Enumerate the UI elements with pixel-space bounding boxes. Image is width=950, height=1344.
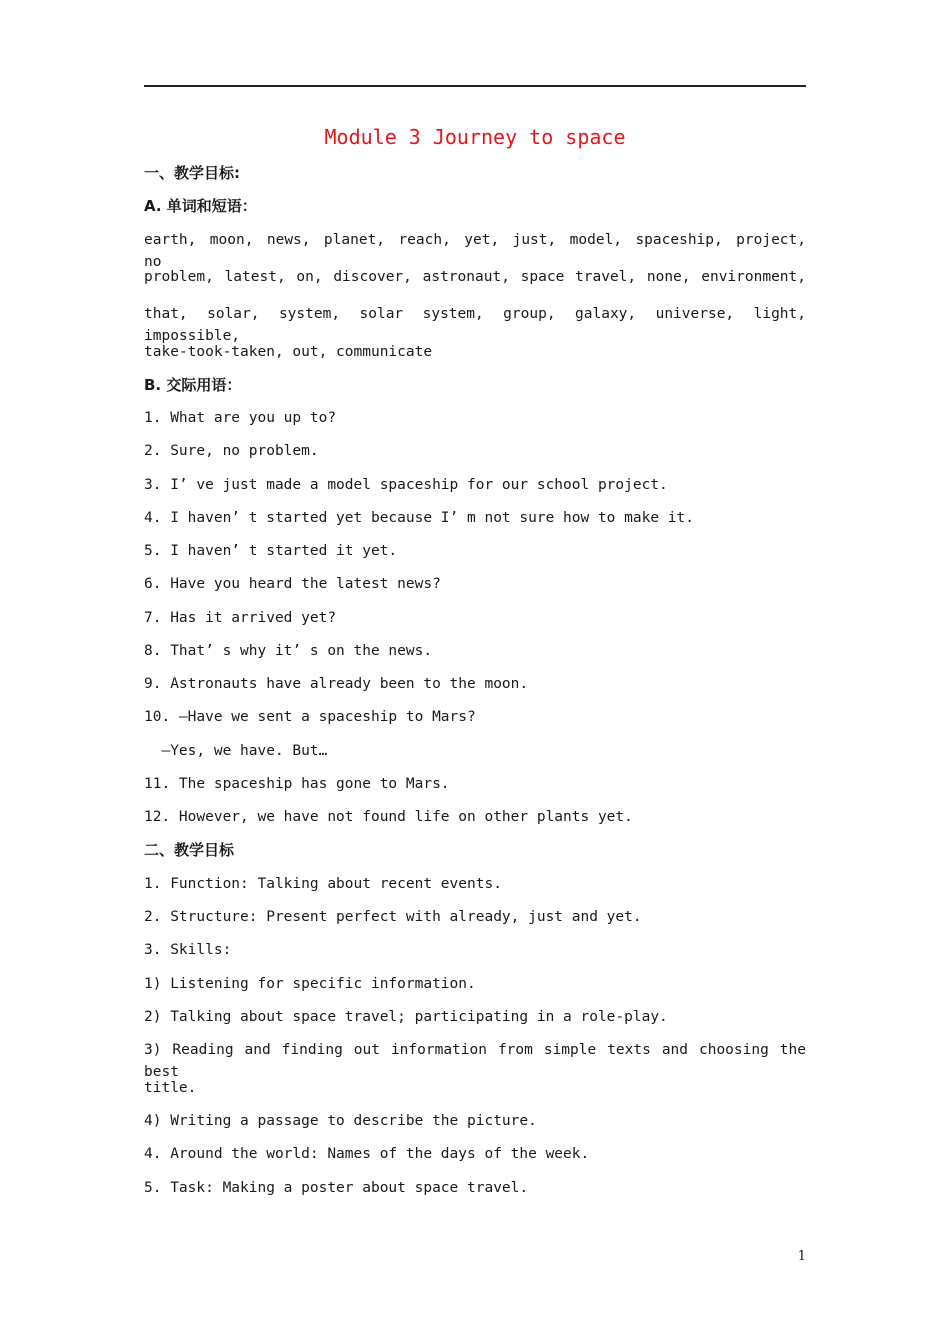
header-rule [144,85,806,87]
objective-item: 3. Skills: [144,942,232,958]
objective-item: 4. Around the world: Names of the days of the week. [144,1146,590,1162]
expression-item: 6. Have you heard the latest news? [144,576,441,592]
section-heading-teaching-goals: 一、教学目标: [144,164,240,182]
section-heading-objectives: 二、教学目标 [144,841,235,859]
objective-item: 3) Reading and finding out information from simple texts and choosing the best [144,1042,806,1080]
page-number: 1 [797,1249,806,1264]
vocabulary-line: take-took-taken, out, communicate [144,344,433,360]
expression-item: 1. What are you up to? [144,410,337,426]
objective-item: 5. Task: Making a poster about space travel. [144,1180,529,1196]
objective-item: 2. Structure: Present perfect with already, just and yet. [144,909,642,925]
subheading-words-phrases: A. 单词和短语： [144,197,257,215]
expression-item: 5. I haven’ t started it yet. [144,543,398,559]
subheading-expressions: B. 交际用语： [144,376,242,394]
objective-item: 2) Talking about space travel; participating in a role-play. [144,1009,668,1025]
expression-item: 3. I’ ve just made a model spaceship for our school project. [144,477,668,493]
vocabulary-line: that, solar, system, solar system, group, galaxy, universe, light, impossible, [144,306,806,344]
vocabulary-line: earth, moon, news, planet, reach, yet, just, model, spaceship, project, no [144,232,806,270]
objective-item: 1. Function: Talking about recent events. [144,876,502,892]
expression-item: 2. Sure, no problem. [144,443,319,459]
page-title: Module 3 Journey to space [324,125,626,149]
vocabulary-line: problem, latest, on, discover, astronaut, space travel, none, environment, [144,269,807,285]
expression-item: 4. I haven’ t started yet because I’ m not sure how to make it. [144,510,694,526]
expression-item: 11. The spaceship has gone to Mars. [144,776,450,792]
expression-item: 7. Has it arrived yet? [144,610,337,626]
expression-item: 9. Astronauts have already been to the moon. [144,676,529,692]
objective-item: title. [144,1080,197,1096]
objective-item: 4) Writing a passage to describe the picture. [144,1113,537,1129]
expression-item: 12. However, we have not found life on other plants yet. [144,809,633,825]
expression-item: 8. That’ s why it’ s on the news. [144,643,433,659]
expression-item: 10. —Have we sent a spaceship to Mars? [144,709,476,725]
objective-item: 1) Listening for specific information. [144,976,476,992]
expression-item: —Yes, we have. But… [144,743,328,759]
